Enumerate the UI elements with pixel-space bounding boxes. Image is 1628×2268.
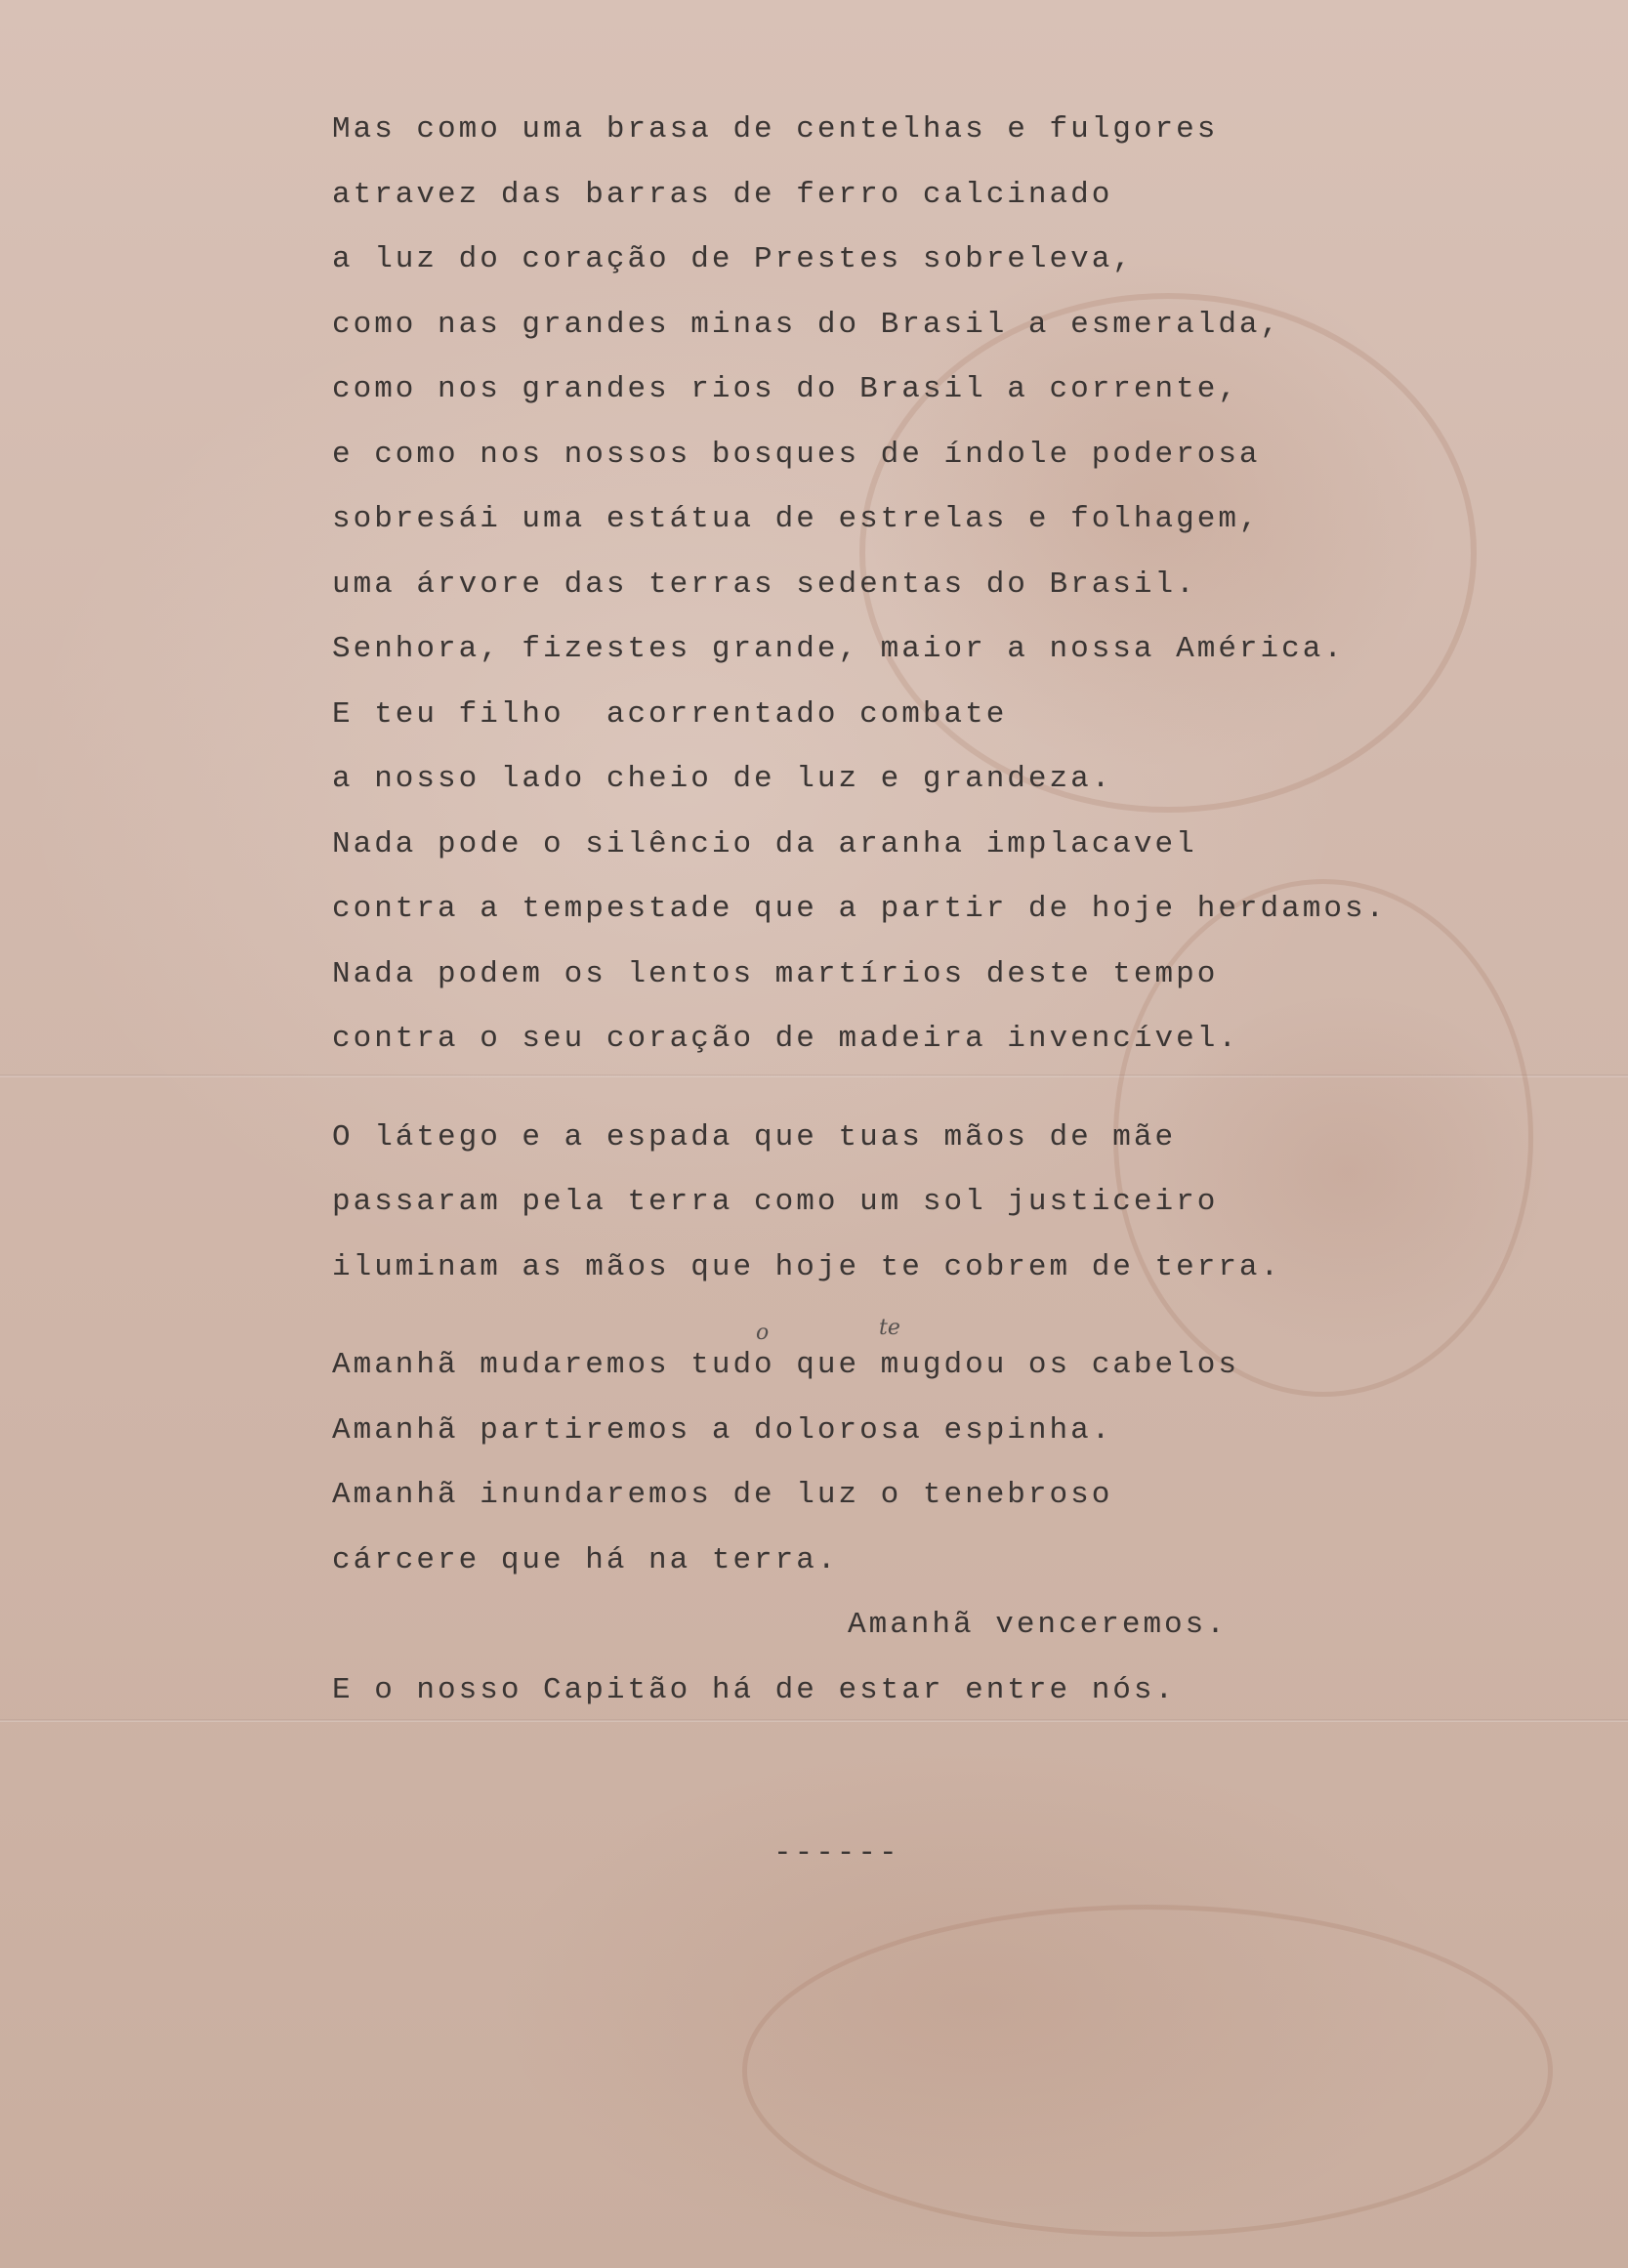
- poem-line: cárcere que há na terra.: [332, 1542, 839, 1577]
- poem-line: a luz do coração de Prestes sobreleva,: [332, 242, 1134, 276]
- poem-line: sobresái uma estátua de estrelas e folhagem,: [332, 502, 1261, 536]
- poem-line: Amanhã mudaremos tudo que mugdou os cabelos: [332, 1348, 1239, 1382]
- poem-text: [332, 98, 1406, 1723]
- poem-line-indented: Amanhã venceremos.: [848, 1608, 1228, 1642]
- poem-line: Mas como uma brasa de centelhas e fulgores: [332, 112, 1219, 147]
- poem-line: Amanhã inundaremos de luz o tenebroso: [332, 1478, 1113, 1512]
- poem-line: como nas grandes minas do Brasil a esmeralda,: [332, 307, 1282, 342]
- poem-line: contra a tempestade que a partir de hoje herdamos.: [332, 892, 1388, 926]
- poem-final-line: E o nosso Capitão há de estar entre nós.: [332, 1672, 1177, 1707]
- poem-line: passaram pela terra como um sol justiceiro: [332, 1185, 1219, 1219]
- poem-line: iluminam as mãos que hoje te cobrem de terra.: [332, 1249, 1282, 1284]
- closing-mark: ------: [773, 1836, 900, 1870]
- poem-line: uma árvore das terras sedentas do Brasil.: [332, 567, 1197, 602]
- poem-line: Senhora, fizestes grande, maior a nossa América.: [332, 632, 1345, 666]
- poem-line: contra o seu coração de madeira invencível.: [332, 1022, 1239, 1056]
- water-stain: [742, 1905, 1553, 2237]
- poem-line: Nada pode o silêncio da aranha implacavel: [332, 826, 1197, 861]
- handwritten-annotation: te: [879, 1316, 900, 1340]
- handwritten-annotation: o: [756, 1321, 770, 1345]
- poem-line: Amanhã partiremos a dolorosa espinha.: [332, 1412, 1113, 1448]
- stanza-1: [332, 98, 1406, 1072]
- poem-line: atravez das barras de ferro calcinado: [332, 177, 1113, 212]
- stanza-3: [332, 1333, 1406, 1723]
- poem-line: a nosso lado cheio de luz e grandeza.: [332, 762, 1113, 796]
- poem-line: Nada podem os lentos martírios deste tempo: [332, 956, 1219, 991]
- stanza-2: [332, 1106, 1406, 1301]
- poem-line: como nos grandes rios do Brasil a corrente,: [332, 372, 1239, 406]
- poem-line: e como nos nossos bosques de índole poderosa: [332, 437, 1261, 472]
- poem-line: O látego e a espada que tuas mãos de mãe: [332, 1119, 1177, 1155]
- poem-line: E teu filho acorrentado combate: [332, 696, 1008, 732]
